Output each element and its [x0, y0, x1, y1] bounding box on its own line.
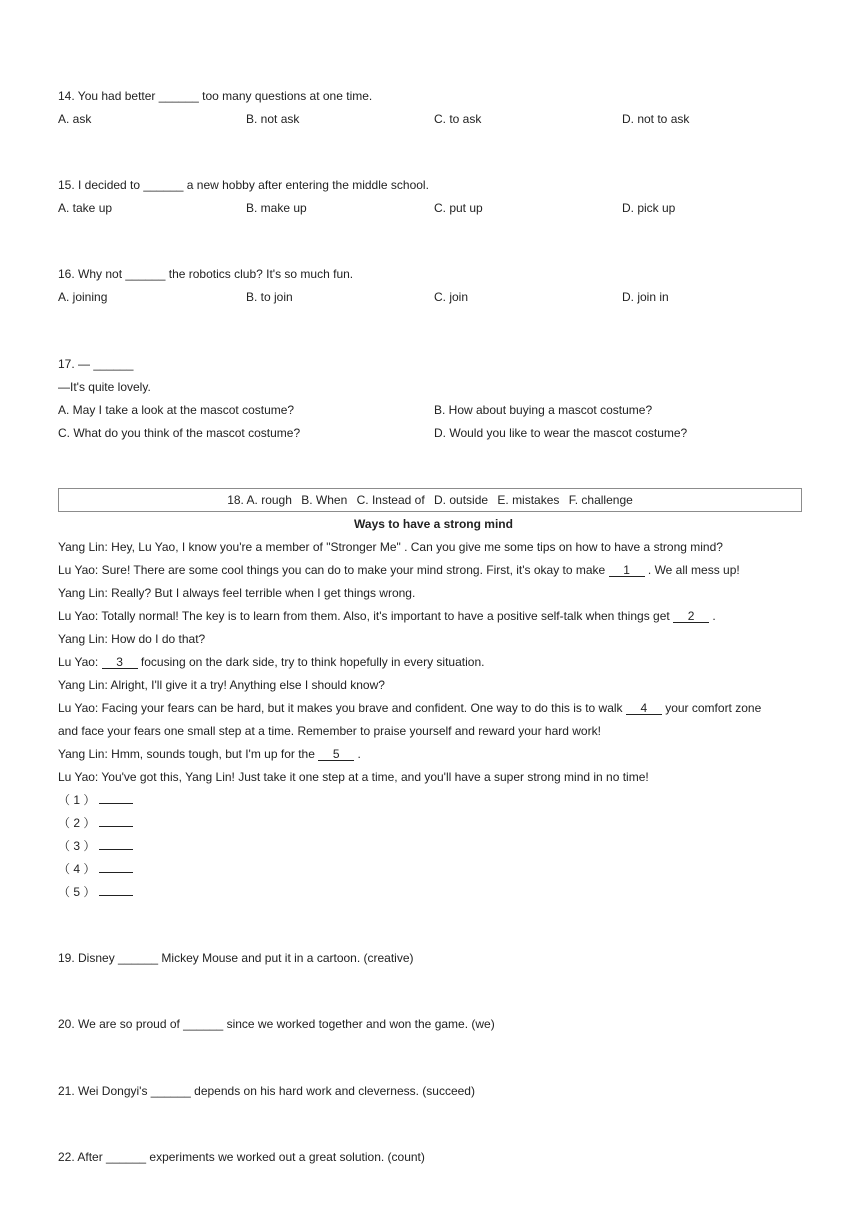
question-17-options-row2 — [58, 425, 818, 441]
option-b: B. to join — [246, 290, 293, 304]
dialogue-line: Lu Yao: Facing your fears can be hard, but it makes you brave and confident. One way to do this is to walk 4 your comfort zone — [58, 701, 762, 715]
option-d: D. join in — [622, 290, 669, 304]
dialogue-line: Lu Yao: Sure! There are some cool things you can do to make your mind strong. First, it's okay to make 1 . We all mess up! — [58, 563, 740, 577]
word-bank-item: F. challenge — [568, 493, 633, 507]
question-17-options-row1 — [58, 402, 818, 418]
word-bank-item: C. Instead of — [356, 493, 425, 507]
answer-blank[interactable] — [99, 838, 133, 850]
answer-blank[interactable] — [99, 792, 133, 804]
question-16-options — [58, 289, 818, 305]
answer-blank[interactable] — [99, 861, 133, 873]
dialogue-line: Yang Lin: How do I do that? — [58, 632, 206, 646]
word-bank-item: B. When — [301, 493, 348, 507]
dialogue-line: Yang Lin: Hey, Lu Yao, I know you're a member of "Stronger Me" . Can you give me some tips on how to have a strong mind? — [58, 540, 723, 554]
dialogue-line: and face your fears one small step at a time. Remember to praise yourself and reward your hard work! — [58, 724, 601, 738]
dialogue-line: Lu Yao: You've got this, Yang Lin! Just take it one step at a time, and you'll have a super strong mind in no time! — [58, 770, 649, 784]
answer-blank[interactable] — [99, 884, 133, 896]
blank-1: 1 — [609, 564, 645, 577]
option-d: D. not to ask — [622, 112, 690, 126]
dialogue-line: Yang Lin: Alright, I'll give it a try! Anything else I should know? — [58, 678, 385, 692]
option-d: D. pick up — [622, 201, 676, 215]
question-15-stem: 15. I decided to ______ a new hobby after entering the middle school. — [58, 178, 429, 192]
question-22: 22. After ______ experiments we worked out a great solution. (count) — [58, 1150, 425, 1164]
option-b: B. make up — [246, 201, 307, 215]
blank-2: 2 — [673, 610, 709, 623]
question-14-options — [58, 111, 818, 127]
option-a: A. joining — [58, 290, 108, 304]
question-17-stem: 17. — ______ — [58, 357, 134, 371]
word-bank-item: 18. A. rough — [227, 493, 292, 507]
word-bank-item: D. outside — [434, 493, 489, 507]
question-15-options — [58, 200, 818, 216]
option-c: C. What do you think of the mascot costume? — [58, 426, 301, 440]
word-bank-item: E. mistakes — [497, 493, 560, 507]
answer-blank[interactable] — [99, 815, 133, 827]
question-17-reply: —It's quite lovely. — [58, 380, 151, 394]
option-c: C. join — [434, 290, 469, 304]
option-c: C. put up — [434, 201, 483, 215]
word-bank-box — [58, 488, 802, 512]
question-20: 20. We are so proud of ______ since we worked together and won the game. (we) — [58, 1017, 495, 1031]
answer-line-5: （ 5 ） — [58, 884, 133, 900]
blank-5: 5 — [318, 748, 354, 761]
blank-3: 3 — [102, 656, 138, 669]
answer-line-2: （ 2 ） — [58, 815, 133, 831]
option-c: C. to ask — [434, 112, 482, 126]
dialogue-line: Yang Lin: Hmm, sounds tough, but I'm up for the 5 . — [58, 747, 361, 761]
question-21: 21. Wei Dongyi's ______ depends on his hard work and cleverness. (succeed) — [58, 1084, 475, 1098]
dialogue-line: Lu Yao: 3 focusing on the dark side, try to think hopefully in every situation. — [58, 655, 485, 669]
answer-line-4: （ 4 ） — [58, 861, 133, 877]
option-a: A. take up — [58, 201, 113, 215]
dialogue-line: Yang Lin: Really? But I always feel terrible when I get things wrong. — [58, 586, 416, 600]
option-a: A. May I take a look at the mascot costume? — [58, 403, 295, 417]
option-a: A. ask — [58, 112, 92, 126]
option-d: D. Would you like to wear the mascot costume? — [434, 426, 688, 440]
answer-line-1: （ 1 ） — [58, 792, 133, 808]
passage-title: Ways to have a strong mind — [354, 517, 513, 531]
answer-line-3: （ 3 ） — [58, 838, 133, 854]
question-19: 19. Disney ______ Mickey Mouse and put it in a cartoon. (creative) — [58, 951, 414, 965]
option-b: B. not ask — [246, 112, 300, 126]
question-14-stem: 14. You had better ______ too many questions at one time. — [58, 89, 373, 103]
option-b: B. How about buying a mascot costume? — [434, 403, 653, 417]
dialogue-line: Lu Yao: Totally normal! The key is to learn from them. Also, it's important to have a positive self-talk when things get 2 . — [58, 609, 716, 623]
blank-4: 4 — [626, 702, 662, 715]
question-16-stem: 16. Why not ______ the robotics club? It's so much fun. — [58, 267, 354, 281]
